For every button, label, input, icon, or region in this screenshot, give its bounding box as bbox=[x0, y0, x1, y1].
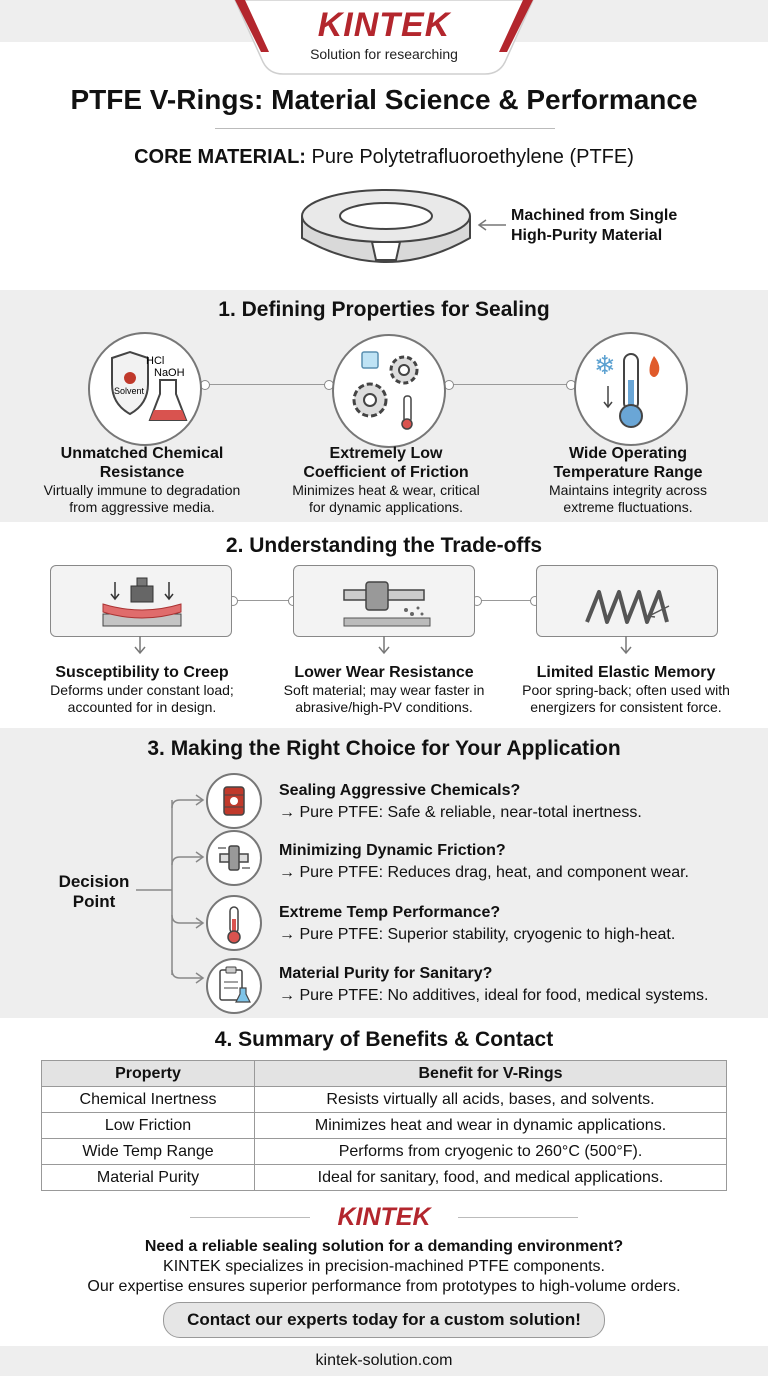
property-desc-line1: Maintains integrity across bbox=[549, 482, 707, 498]
core-material-note bbox=[511, 206, 677, 246]
contact-headline: Need a reliable sealing solution for a demanding environment? bbox=[144, 1238, 624, 1255]
tradeoff-elastic bbox=[504, 663, 748, 716]
section3-heading: 3. Making the Right Choice for Your Application bbox=[147, 737, 621, 760]
contact-cta-button[interactable]: Contact our experts today for a custom solution! bbox=[163, 1302, 605, 1338]
tradeoff-desc-line2: abrasive/high-PV conditions. bbox=[295, 699, 473, 715]
tradeoff-desc-line1: Deforms under constant load; bbox=[50, 682, 234, 698]
tradeoff-title: Limited Elastic Memory bbox=[536, 664, 716, 681]
summary-table bbox=[41, 1060, 727, 1191]
tradeoff-desc-line1: Poor spring-back; often used with bbox=[522, 682, 730, 698]
property-title-line2: Temperature Range bbox=[553, 464, 703, 481]
wear-illustration bbox=[293, 565, 475, 637]
section2-heading: 2. Understanding the Trade-offs bbox=[225, 534, 543, 557]
table-header: Benefit for V-Rings bbox=[255, 1061, 727, 1087]
property-desc-line2: from aggressive media. bbox=[69, 499, 215, 515]
brand-tagline: Solution for researching bbox=[310, 46, 458, 62]
thermometer-icon bbox=[206, 895, 262, 951]
property-desc-line2: extreme fluctuations. bbox=[563, 499, 693, 515]
table-cell: Low Friction bbox=[42, 1113, 255, 1139]
property-desc-line1: Virtually immune to degradation bbox=[43, 482, 241, 498]
page-title: PTFE V-Rings: Material Science & Performance bbox=[70, 84, 698, 115]
hcl-label: HCl bbox=[146, 355, 165, 367]
property-friction bbox=[264, 444, 508, 516]
table-cell: Wide Temp Range bbox=[42, 1139, 255, 1165]
decision-tree-lines bbox=[130, 780, 210, 1010]
table-header-row bbox=[42, 1061, 727, 1087]
choice-question: Minimizing Dynamic Friction? bbox=[279, 842, 506, 859]
decision-point bbox=[48, 872, 140, 912]
elastic-memory-illustration bbox=[536, 565, 718, 637]
choice-answer: → Pure PTFE: Superior stability, cryogenic to high-heat. bbox=[279, 926, 676, 943]
brand-logo: KINTEK bbox=[317, 6, 451, 44]
choice-temperature bbox=[279, 902, 675, 946]
table-cell: Minimizes heat and wear in dynamic applications. bbox=[255, 1113, 727, 1139]
choice-question: Material Purity for Sanitary? bbox=[279, 965, 493, 982]
tradeoff-title: Susceptibility to Creep bbox=[55, 664, 229, 681]
property-temperature bbox=[508, 444, 748, 516]
section1-heading: 1. Defining Properties for Sealing bbox=[218, 298, 550, 321]
arrow-down-icon bbox=[378, 636, 390, 656]
choice-friction bbox=[279, 840, 689, 884]
contact-line1: KINTEK specializes in precision-machined PTFE components. bbox=[163, 1258, 605, 1275]
tradeoff-creep bbox=[20, 663, 264, 716]
table-row bbox=[42, 1165, 727, 1191]
decision-point-line2: Point bbox=[72, 892, 116, 911]
svg-text:❄: ❄ bbox=[594, 351, 616, 381]
tradeoff-desc-line1: Soft material; may wear faster in bbox=[283, 682, 485, 698]
table-cell: Ideal for sanitary, food, and medical applications. bbox=[255, 1165, 727, 1191]
tradeoff-desc-line2: energizers for consistent force. bbox=[530, 699, 722, 715]
arrow-down-icon bbox=[134, 636, 146, 656]
property-title-line1: Unmatched Chemical bbox=[60, 445, 224, 462]
website-link[interactable]: kintek-solution.com bbox=[315, 1352, 453, 1369]
property-title-line2: Coefficient of Friction bbox=[303, 464, 469, 481]
choice-answer: → Pure PTFE: No additives, ideal for food, medical systems. bbox=[279, 987, 709, 1004]
tradeoff-wear bbox=[262, 663, 506, 716]
footer-divider-right bbox=[458, 1217, 578, 1218]
property-title-line2: Resistance bbox=[99, 464, 185, 481]
title-divider bbox=[215, 128, 555, 129]
temperature-range-icon bbox=[574, 332, 688, 446]
core-material-note-line1: Machined from Single bbox=[511, 207, 678, 224]
v-ring-illustration bbox=[296, 186, 476, 278]
choice-question: Sealing Aggressive Chemicals? bbox=[279, 782, 521, 799]
section4-heading: 4. Summary of Benefits & Contact bbox=[214, 1028, 554, 1051]
footer-logo: KINTEK bbox=[337, 1203, 431, 1231]
contact-line2: Our expertise ensures superior performance from prototypes to high-volume orders. bbox=[87, 1278, 681, 1295]
table-cell: Chemical Inertness bbox=[42, 1087, 255, 1113]
choice-answer: → Pure PTFE: Reduces drag, heat, and component wear. bbox=[279, 864, 689, 881]
friction-bearing-icon bbox=[206, 830, 262, 886]
choice-question: Extreme Temp Performance? bbox=[279, 904, 501, 921]
table-row bbox=[42, 1113, 727, 1139]
core-material-label: CORE MATERIAL: bbox=[134, 146, 306, 168]
low-friction-icon bbox=[332, 334, 446, 448]
tradeoff-title: Lower Wear Resistance bbox=[294, 664, 474, 681]
choice-chemicals bbox=[279, 780, 642, 824]
arrow-left-icon bbox=[476, 218, 508, 232]
property-title-line1: Extremely Low bbox=[329, 445, 443, 462]
table-cell: Resists virtually all acids, bases, and solvents. bbox=[255, 1087, 727, 1113]
property-desc-line1: Minimizes heat & wear, critical bbox=[292, 482, 480, 498]
table-header: Property bbox=[42, 1061, 255, 1087]
naoh-label: NaOH bbox=[154, 367, 185, 379]
choice-answer: → Pure PTFE: Safe & reliable, near-total inertness. bbox=[279, 804, 642, 821]
footer-divider-left bbox=[190, 1217, 310, 1218]
table-cell: Material Purity bbox=[42, 1165, 255, 1191]
choice-purity bbox=[279, 963, 709, 1007]
purity-clipboard-icon bbox=[206, 958, 262, 1014]
chemical-resistance-icon bbox=[88, 332, 202, 446]
table-row bbox=[42, 1087, 727, 1113]
core-material-value: Pure Polytetrafluoroethylene (PTFE) bbox=[311, 146, 634, 168]
property-desc-line2: for dynamic applications. bbox=[308, 499, 464, 515]
tradeoff-desc-line2: accounted for in design. bbox=[67, 699, 217, 715]
arrow-down-icon bbox=[620, 636, 632, 656]
decision-point-line1: Decision bbox=[58, 872, 130, 891]
chemical-barrel-icon bbox=[206, 773, 262, 829]
property-title-line1: Wide Operating bbox=[568, 445, 688, 462]
creep-illustration bbox=[50, 565, 232, 637]
property-chemical bbox=[20, 444, 264, 516]
core-material-line bbox=[0, 146, 768, 169]
core-material-note-line2: High-Purity Material bbox=[511, 227, 663, 244]
table-row bbox=[42, 1139, 727, 1165]
table-cell: Performs from cryogenic to 260°C (500°F). bbox=[255, 1139, 727, 1165]
solvent-label: Solvent bbox=[114, 386, 145, 396]
